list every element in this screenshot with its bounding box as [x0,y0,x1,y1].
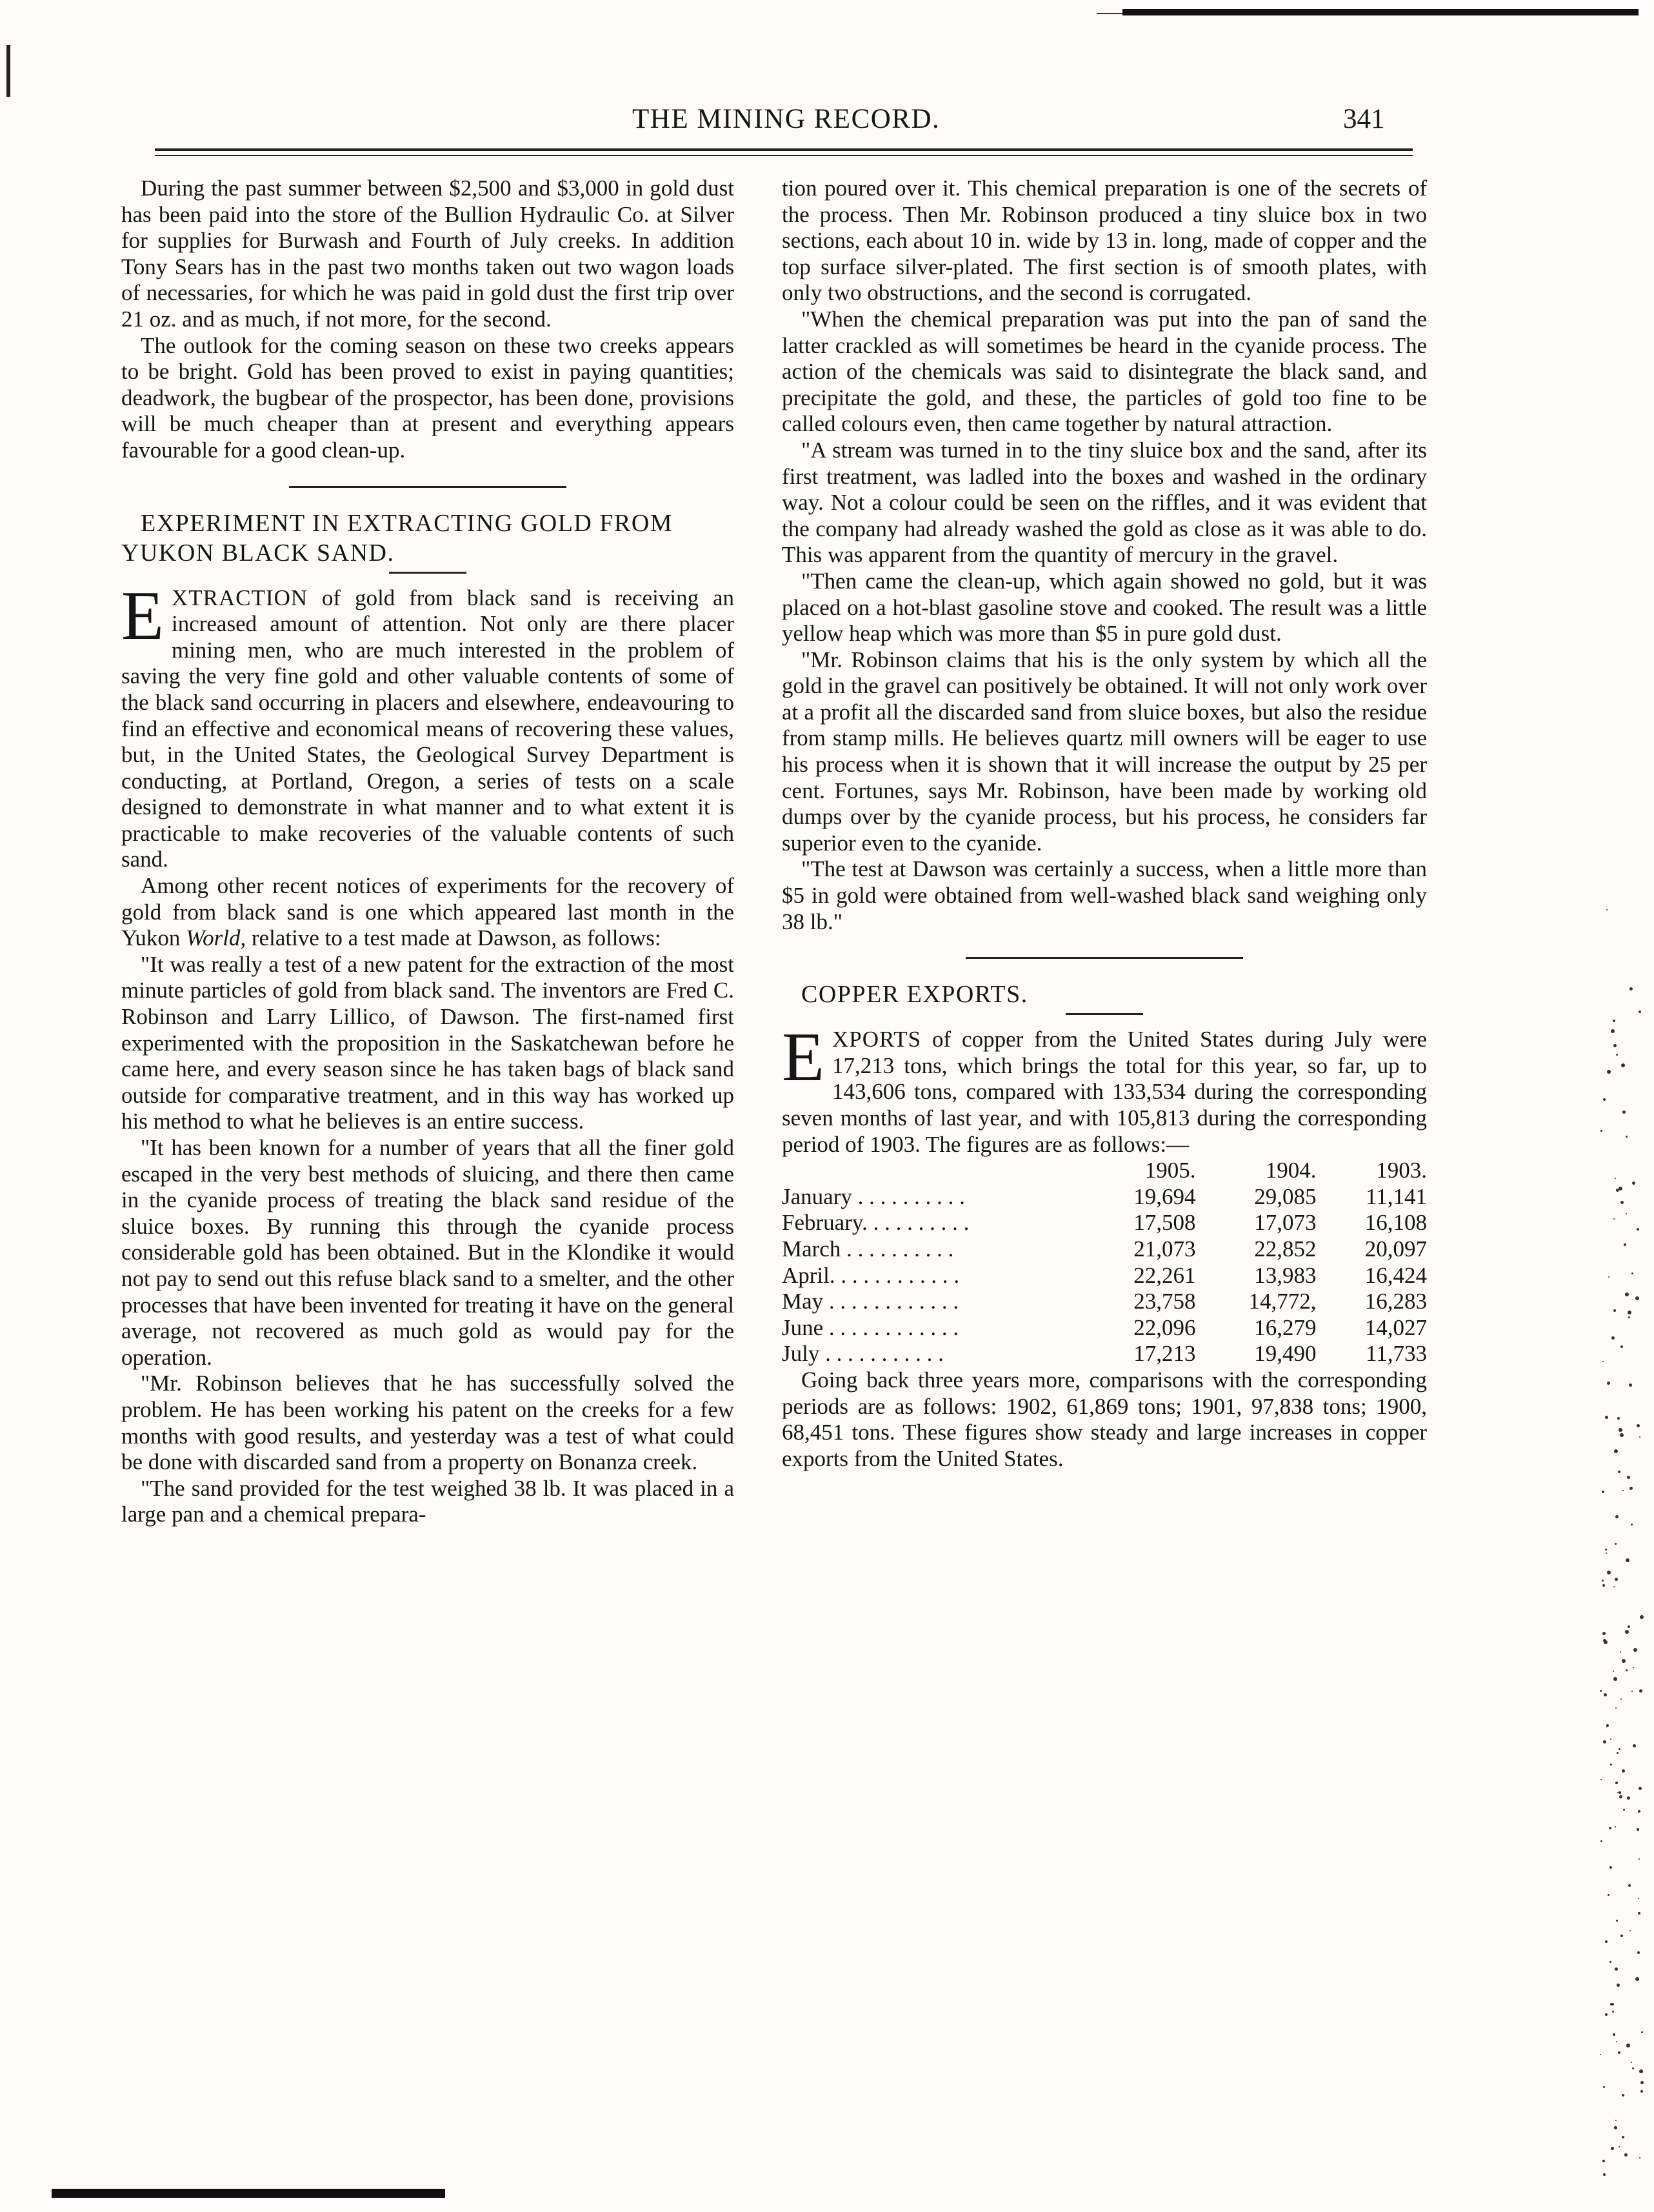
speckle-dot [1619,1795,1622,1798]
speckle-dot [1600,1130,1602,1132]
speckle-dot [1622,2136,1624,2138]
table-cell-month: March . . . . . . . . . . [782,1236,954,1262]
speckle-dot [1615,1967,1618,1971]
speckle-dot [1620,1345,1623,1348]
speckle-dot [1624,2153,1628,2157]
speckle-dot [1629,1383,1632,1387]
lead-caps: XTRACTION [171,585,308,610]
paragraph: "A stream was turned in to the tiny sluice box and the sand, after its first treatment, was ladled into the boxes and washed in the ordinary way. Not a colour could be seen on the riffles, and it was evident that the company had already washed the gold as close as it was able to do. This was apparent from the quantity of mercury in the gravel. [782,437,1427,568]
table-row [782,1315,1427,1342]
speckle-dot [1617,1752,1619,1754]
speckle-dot [1605,2013,1608,2016]
paragraph: The outlook for the coming season on these two creeks appears to be bright. Gold has been proved to exist in paying quantities; deadwork, the bugbear of the prospector, has been done, provisions will be much cheaper than at present and everything appears favourable for a good clean-up. [121,332,734,463]
left-column [121,176,734,1528]
table-cell-value: 16,279 [1254,1314,1317,1340]
speckle-dot [1600,1690,1602,1692]
speckle-dot [1611,2147,1614,2150]
speckle-dot [1609,1827,1611,1829]
running-head: THE MINING RECORD. [632,104,941,134]
table-cell-value: 11,733 [1366,1341,1427,1367]
speckle-dot [1616,1054,1618,1056]
scan-artifact-bar [1122,9,1639,15]
speckle-dot [1606,1724,1609,1727]
speckle-dot [1615,1515,1619,1518]
speckle-dot [1627,1476,1630,1479]
speckle-dot [1626,2044,1630,2047]
speckle-dot [1613,1677,1617,1681]
table-cell-month: June . . . . . . . . . . . . [782,1314,959,1340]
speckle-dot [1615,1782,1618,1784]
table-cell-value: 17,073 [1254,1210,1317,1236]
table-row [782,1210,1427,1236]
speckle-dot [1623,1809,1625,1811]
article-heading: COPPER EXPORTS. [801,981,1028,1009]
scan-artifact-bottom-bar [52,2189,445,2198]
speckle-dot [1639,2069,1643,2073]
table-cell-value: 19,694 [1133,1183,1196,1209]
speckle-dot [1638,1810,1640,1813]
table-cell-value: 29,085 [1254,1183,1317,1209]
speckle-dot [1615,2120,1617,2121]
speckle-dot [1613,1020,1615,1022]
lead-caps: XPORTS [832,1027,922,1052]
table-cell-value: 21,073 [1133,1236,1196,1262]
table-header-blank [782,1158,1085,1184]
table-header-year: 1903. [1376,1158,1427,1183]
table-cell-value: 16,108 [1364,1210,1427,1236]
speckle-dot [1613,1309,1616,1312]
scan-artifact-speckle [1600,890,1645,2207]
speckle-dot [1631,1272,1633,1274]
speckle-dot [1627,1796,1630,1800]
speckle-dot [1625,1292,1629,1296]
table-cell-month: January . . . . . . . . . . [782,1183,965,1209]
speckle-dot [1606,1553,1607,1554]
table-cell-value: 17,508 [1133,1210,1196,1236]
speckle-dot [1629,987,1633,990]
table-header-row [782,1158,1427,1184]
speckle-dot [1618,2051,1620,2054]
speckle-dot [1615,1178,1616,1179]
speckle-dot [1615,1543,1617,1545]
speckle-dot [1603,2173,1606,2176]
copper-exports-table [782,1158,1427,1367]
speckle-dot [1612,2011,1614,2013]
speckle-dot [1614,1449,1618,1453]
paragraph: Going back three years more, comparisons with the corresponding periods are as follows: 1902, 61,869 tons; 1901, 97,838 tons; 1900, 68,451 tons. These figures show steady and large increases in copper exports from the United States. [782,1367,1427,1471]
table-row [782,1263,1427,1289]
speckle-dot [1631,2062,1632,2063]
speckle-dot [1633,1667,1634,1668]
speckle-dot [1626,1558,1629,1562]
table-cell-value: 22,852 [1254,1236,1317,1262]
paragraph: "Mr. Robinson claims that his is the only system by which all the gold in the gravel can positively be obtained. It will not only work over at a profit all the discarded sand from sluice boxes, but also the residue from stamp mills. He believes quartz mill owners will be eager to use his process when it is shown that it will increase the output by 25 per cent. Fortunes, says Mr. Robinson, have been made by working old dumps over by the cyanide process, but his process, he considers far superior even to the cyanide. [782,647,1427,856]
table-cell-value: 16,424 [1364,1262,1427,1288]
speckle-dot [1613,1586,1615,1587]
speckle-dot [1639,1010,1641,1013]
speckle-dot [1611,1336,1615,1340]
speckle-dot [1620,1433,1624,1437]
table-body [782,1184,1427,1367]
speckle-dot [1619,1791,1621,1794]
paragraph: "It was really a test of a new patent for the extraction of the most minute particles of gold from black sand. The inventors are Fred C. Robinson and Larry Lillico, of Dawson. The first-named first experimented with the proposition in the Saskatchewan before he came here, and every season since he has taken bags of black sand outside for comparative treatment, and in this way has worked up his method to what he believes is an entire success. [121,951,734,1134]
speckle-dot [1622,1490,1624,1491]
speckle-dot [1609,1866,1612,1869]
table-cell-value: 22,261 [1133,1262,1196,1288]
speckle-dot [1618,1471,1620,1473]
table-row [782,1184,1427,1211]
speckle-dot [1603,1740,1606,1744]
table-row [782,1289,1427,1315]
paragraph: During the past summer between $2,500 and $3,000 in gold dust has been paid into the store of the Bullion Hydraulic Co. at Silver for supplies for Burwash and Fourth of July creeks. In addition Tony Sears has in the past two months taken out two wagon loads of necessaries, for which he was paid in gold dust the first trip over 21 oz. and as much, if not more, for the second. [121,176,734,332]
table-cell-value: 16,283 [1364,1289,1427,1314]
speckle-dot [1609,1961,1611,1963]
speckle-dot [1617,1984,1620,1987]
publication-name: World, [186,925,246,951]
speckle-dot [1639,1689,1642,1693]
article-heading-line: EXPERIMENT IN EXTRACTING GOLD FROM [141,509,673,537]
speckle-dot [1628,1316,1630,1318]
speckle-dot [1607,1571,1611,1574]
speckle-dot [1602,1361,1604,1362]
speckle-dot [1600,2054,1601,2055]
paragraph: "Mr. Robinson believes that he has successfully solved the problem. He has been working his patent on the creeks for a few months with good results, and yesterday was a test of what could be done with discarded sand from a property on Bonanza creek. [121,1371,734,1475]
speckle-dot [1604,1693,1607,1696]
article-heading [121,508,734,568]
speckle-dot [1637,1951,1640,1954]
speckle-dot [1631,1523,1633,1525]
table-cell-value: 14,027 [1364,1314,1427,1340]
paragraph: "When the chemical preparation was put into the pan of sand the latter crackled as will sometimes be heard in the cyanide process. The action of the chemicals was said to disintegrate the black sand, and precipitate the gold, and these, the particles of gold too fine to be called colours even, then came together by natural attraction. [782,306,1427,437]
speckle-dot [1602,1632,1606,1635]
section-divider [289,486,566,488]
speckle-dot [1622,1111,1626,1114]
speckle-dot [1628,1884,1631,1887]
speckle-dot [1603,1098,1606,1101]
speckle-dot [1628,1311,1631,1314]
table-cell-value: 23,758 [1133,1289,1196,1314]
speckle-dot [1613,1218,1615,1220]
speckle-dot [1632,2067,1634,2069]
speckle-dot [1611,1029,1615,1033]
paragraph: "Then came the clean-up, which again showed no gold, but it was placed on a hot-blast gasoline stove and cooked. The result was a little yellow heap which was more than $5 in pure gold dust. [782,568,1427,647]
table-cell-value: 13,983 [1254,1262,1317,1288]
scan-artifact-mark [6,45,10,97]
page-number: 341 [1343,104,1385,134]
speckle-dot [1616,2041,1617,2042]
speckle-dot [1615,1707,1617,1709]
speckle-dot [1613,1044,1617,1047]
speckle-dot [1625,1630,1629,1634]
table-cell-value: 22,096 [1133,1314,1196,1340]
speckle-dot [1605,1549,1607,1551]
speckle-dot [1608,1276,1609,1278]
speckle-dot [1602,1580,1604,1582]
lead-text: of copper from the United States during July were 17,213 tons, which brings the total for this year, so far, up to 143,606 tons, compared with 133,534 during the corresponding seven months of last year, and with 105,813 during the corresponding period of 1903. The figures are as follows:— [782,1027,1427,1157]
speckle-dot [1610,1738,1611,1740]
speckle-dot [1615,1826,1616,1827]
speckle-dot [1610,1764,1612,1765]
table-row [782,1341,1427,1367]
table-header-year: 1904. [1265,1158,1317,1183]
speckle-dot [1639,2157,1640,2158]
speckle-dot [1637,1228,1639,1231]
speckle-dot [1629,1930,1631,1931]
paragraph: "The test at Dawson was certainly a success, when a little more than $5 in gold were obtained from well-washed black sand weighing only 38 lb." [782,856,1427,934]
speckle-dot [1619,1428,1622,1432]
speckle-dot [1600,1840,1602,1842]
paragraph-text: relative to a test made at Dawson, as follows: [246,925,661,951]
drop-cap: E [121,577,164,654]
speckle-dot [1631,1691,1633,1692]
speckle-dot [1620,1935,1623,1937]
speckle-dot [1626,1669,1628,1671]
speckle-dot [1619,1187,1622,1191]
speckle-dot [1637,1424,1640,1427]
speckle-dot [1604,1640,1608,1644]
lead-text: of gold from black sand is receiving an increased amount of attention. Not only are there placer mining men, who are much interested in the problem of saving the very fine gold and other valuable contents of some of the black sand occurring in placers and elsewhere, endeavouring to find an effective and economical means of recovering these values, but, in the United States, the Geological Survey Department is conducting, at Portland, Oregon, a series of tests on a scale designed to demonstrate in what manner and to what extent it is practicable to make recoveries of the valuable contents of such sand. [121,585,734,872]
paragraph: tion poured over it. This chemical preparation is one of the secrets of the process. Then Mr. Robinson produced a tiny sluice box in two sections, each about 10 in. wide by 13 in. long, made of copper and the top surface silver-plated. The first section is of smooth plates, with only two obstructions, and the second is corrugated. [782,176,1427,306]
speckle-dot [1621,1063,1625,1067]
speckle-dot [1635,1977,1639,1981]
speckle-dot [1632,1181,1635,1185]
speckle-dot [1620,1698,1622,1700]
speckle-dot [1600,1779,1602,1780]
speckle-dot [1617,1417,1620,1420]
speckle-dot [1638,1912,1640,1915]
lead-paragraph [121,577,734,874]
speckle-dot [1602,1584,1605,1587]
header-rule-thin [155,155,1413,156]
speckle-dot [1640,1615,1644,1619]
table-row [782,1236,1427,1263]
speckle-dot [1608,1894,1609,1896]
speckle-dot [1635,1296,1639,1300]
table-cell-value: 17,213 [1133,1341,1196,1367]
speckle-dot [1641,2031,1643,2033]
paragraph [121,873,734,952]
paragraph: "The sand provided for the test weighed 38 lb. It was placed in a large pan and a chemical prepara- [121,1475,734,1527]
speckle-dot [1616,1920,1618,1922]
speckle-dot [1622,1659,1626,1663]
speckle-dot [1603,2086,1605,2088]
speckle-dot [1626,1213,1627,1214]
speckle-dot [1628,1625,1630,1628]
speckle-dot [1605,1940,1608,1943]
heading-divider [389,572,466,574]
speckle-dot [1619,2146,1620,2147]
speckle-dot [1639,1858,1640,1860]
speckle-dot [1605,1416,1608,1419]
heading-divider [1066,1013,1143,1015]
lead-paragraph [782,1019,1427,1158]
speckle-dot [1613,1671,1614,1672]
speckle-dot [1626,1136,1628,1138]
table-cell-value: 14,772, [1248,1289,1317,1314]
table-cell-value: 11,141 [1366,1183,1427,1209]
table-cell-month: July . . . . . . . . . . . [782,1341,944,1367]
speckle-dot [1613,2033,1615,2036]
speckle-dot [1633,1744,1636,1747]
speckle-dot [1640,2090,1643,2093]
table-cell-month: February. . . . . . . . . . [782,1210,970,1236]
speckle-dot [1639,1436,1640,1438]
article-heading-line: YUKON BLACK SAND. [121,539,395,567]
header-rule [155,148,1413,151]
table-header-year: 1905. [1144,1158,1196,1183]
speckle-dot [1610,2003,1613,2006]
speckle-dot [1620,1201,1624,1204]
speckle-dot [1624,1243,1626,1246]
speckle-dot [1629,1487,1633,1490]
speckle-dot [1640,2081,1644,2084]
section-divider [966,957,1243,959]
speckle-dot [1607,1382,1610,1385]
paragraph-text: Among other recent notices of experiments for the recovery of gold from black sand is one which appeared last month in the Yukon [121,873,734,951]
speckle-dot [1638,1898,1639,1899]
right-column [782,176,1427,1472]
speckle-dot [1620,1651,1621,1653]
speckle-dot [1637,1828,1639,1831]
speckle-dot [1607,1070,1611,1074]
speckle-dot [1633,1648,1637,1652]
speckle-dot [1602,1491,1604,1493]
table-cell-value: 19,490 [1254,1341,1317,1367]
speckle-dot [1619,1748,1620,1750]
speckle-dot [1602,2160,1605,2162]
speckle-dot [1606,909,1608,910]
speckle-dot [1622,1769,1625,1773]
speckle-dot [1615,1578,1618,1581]
table-cell-month: May . . . . . . . . . . . . [782,1289,959,1314]
speckle-dot [1614,2126,1617,2129]
table-cell-value: 20,097 [1364,1236,1427,1262]
table-cell-month: April. . . . . . . . . . . . [782,1262,960,1288]
paragraph: "It has been known for a number of years that all the finer gold escaped in the very best methods of sluicing, and there then came in the cyanide process of treating the black sand residue of the sluice boxes. By running this through the cyanide process considerable gold has been obtained. But in the Klondike it would not pay to send out this refuse black sand to a smelter, and the other processes that have been invented for treating it have on the general average, not recovered as much gold as would pay for the operation. [121,1135,734,1370]
speckle-dot [1639,1787,1642,1790]
drop-cap: E [782,1019,824,1096]
speckle-dot [1622,2094,1624,2096]
